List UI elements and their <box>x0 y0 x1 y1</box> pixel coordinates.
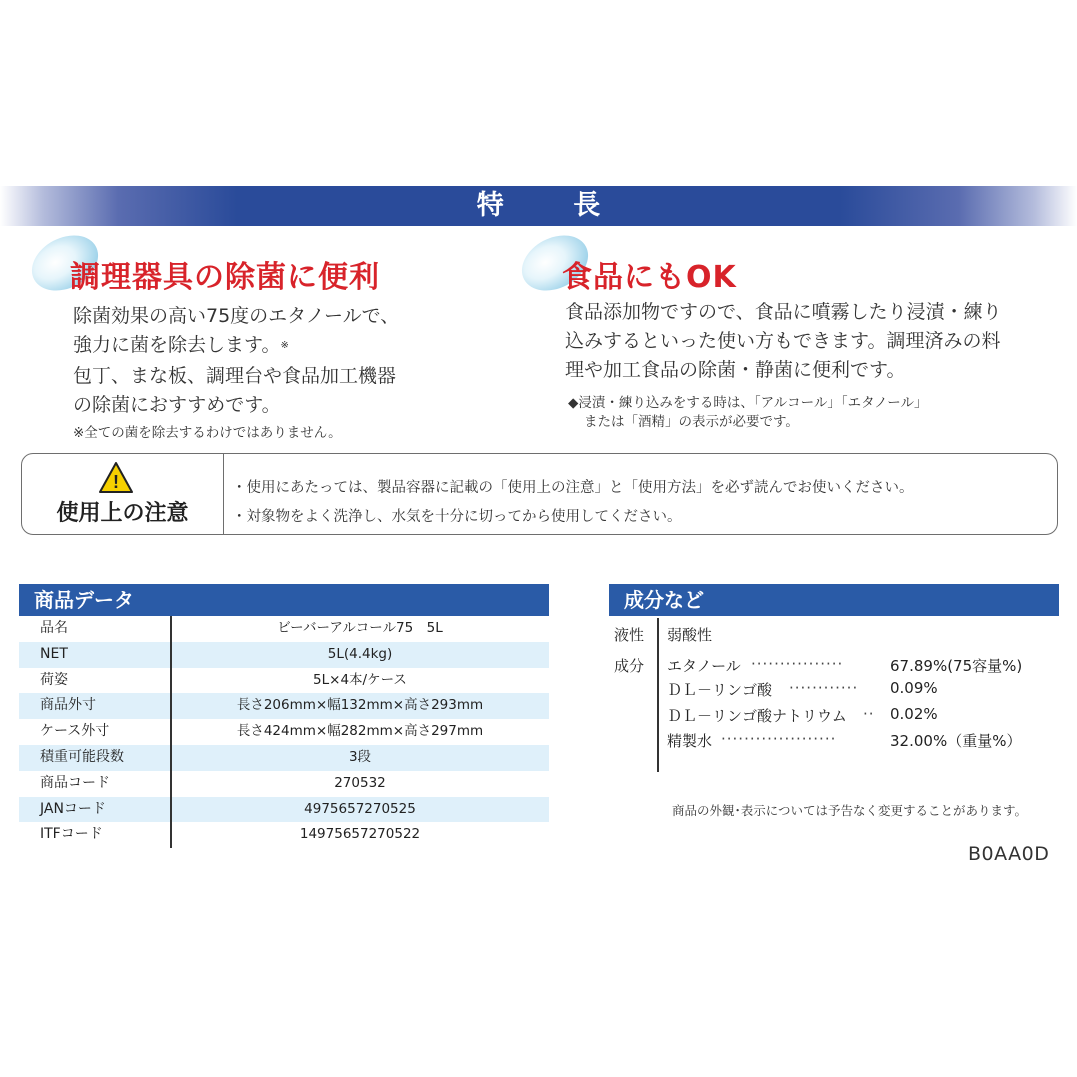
ingredient-value: 0.02% <box>890 705 938 723</box>
row-value: 長さ424mm×幅282mm×高さ297mm <box>236 723 484 740</box>
table-row <box>19 616 549 642</box>
ingredient-row <box>667 655 1057 675</box>
ingredient-name: 精製水 <box>667 732 713 750</box>
row-value: 長さ206mm×幅132mm×高さ293mm <box>236 697 484 714</box>
ingredient-value: 67.89%(75容量%) <box>890 657 1023 675</box>
ingredient-value: 0.09% <box>890 679 938 697</box>
feature-left-line-1: 除菌効果の高い75度のエタノールで、 <box>73 305 400 327</box>
ingredient-row <box>667 679 1057 699</box>
table-row <box>19 771 549 797</box>
row-key: JANコード <box>40 800 106 817</box>
row-key: 商品外寸 <box>40 697 96 714</box>
table-row <box>19 642 549 668</box>
table-row <box>19 797 549 823</box>
ingredient-row <box>667 730 1057 750</box>
note-mark: ※ <box>280 340 289 351</box>
caution-item-2: ・対象物をよく洗浄し、水気を十分に切ってから使用してください。 <box>232 509 682 525</box>
row-value: 5L(4.4kg) <box>327 645 393 662</box>
feature-right-note-1: ◆浸漬・練り込みをする時は、「アルコール」「エタノール」 <box>568 395 928 411</box>
caution-divider <box>223 454 224 534</box>
banner-title: 特 長 <box>476 190 631 221</box>
feature-left-line-4: の除菌におすすめです。 <box>73 394 281 416</box>
ingredient-value: 32.00%（重量%） <box>890 732 1022 750</box>
feature-banner <box>0 186 1077 226</box>
feature-right-line-3: 理や加工食品の除菌・静菌に便利です。 <box>565 359 906 381</box>
row-key: 荷姿 <box>40 671 68 688</box>
row-value: 5L×4本/ケース <box>313 671 407 688</box>
table-row <box>19 745 549 771</box>
feature-left-note: ※全ての菌を除去するわけではありません。 <box>73 425 342 441</box>
feature-title-right: 食品にもOK <box>562 260 737 295</box>
product-code-mark: B0AA0D <box>968 843 1050 865</box>
row-key: NET <box>40 645 68 662</box>
leader-dots: ················ <box>751 655 844 673</box>
table-row <box>19 822 549 848</box>
leader-dots: ···················· <box>721 730 837 748</box>
liquid-value: 弱酸性 <box>667 626 713 644</box>
warning-icon <box>98 461 134 494</box>
feature-left-line-2: 強力に菌を除去します。※ <box>73 334 289 356</box>
feature-left-line-3: 包丁、まな板、調理台や食品加工機器 <box>73 365 397 387</box>
row-value: ビーバーアルコール75 5L <box>277 620 443 636</box>
row-key: 商品コード <box>40 774 110 791</box>
ingredients-header: 成分など <box>609 584 1059 616</box>
feature-right-note-2: または「酒精」の表示が必要です。 <box>584 414 799 430</box>
ingredient-name: ＤＬ－リンゴ酸 <box>667 681 773 699</box>
ingredient-row <box>667 705 1057 725</box>
leader-dots: ············ <box>789 679 859 697</box>
feature-title-left: 調理器具の除菌に便利 <box>70 260 380 295</box>
liquid-label: 液性 <box>614 626 645 644</box>
row-value: 270532 <box>334 774 386 791</box>
row-key: 積重可能段数 <box>40 748 124 765</box>
row-value: 3段 <box>348 748 372 765</box>
table-row <box>19 693 549 719</box>
row-key: ケース外寸 <box>40 723 110 740</box>
feature-right-line-1: 食品添加物ですので、食品に噴霧したり浸漬・練り <box>565 301 1002 323</box>
ingredient-name: ＤＬ－リンゴ酸ナトリウム <box>667 707 847 725</box>
caution-item-1: ・使用にあたっては、製品容器に記載の「使用上の注意」と「使用方法」を必ず読んでお使いください。 <box>232 480 914 496</box>
row-value: 4975657270525 <box>304 800 416 817</box>
leader-dots: ·· <box>863 705 875 723</box>
caution-label: 使用上の注意 <box>56 501 189 526</box>
row-key: 品名 <box>40 620 68 636</box>
ingredient-name: エタノール <box>667 657 741 675</box>
component-label: 成分 <box>614 657 645 675</box>
table-row <box>19 668 549 694</box>
product-data-header: 商品データ <box>19 584 549 616</box>
feature-right-line-2: 込みするといった使い方もできます。調理済みの料 <box>565 330 1001 352</box>
ingredients-divider <box>657 618 659 772</box>
product-data-table <box>19 616 549 848</box>
row-key: ITFコード <box>40 826 103 843</box>
table-row <box>19 719 549 745</box>
product-table-divider <box>170 616 172 848</box>
warning-icon-mark: ! <box>113 472 119 492</box>
caution-box <box>21 453 1058 535</box>
disclaimer: 商品の外観･表示については予告なく変更することがあります。 <box>672 803 1028 818</box>
row-value: 14975657270522 <box>299 826 421 843</box>
